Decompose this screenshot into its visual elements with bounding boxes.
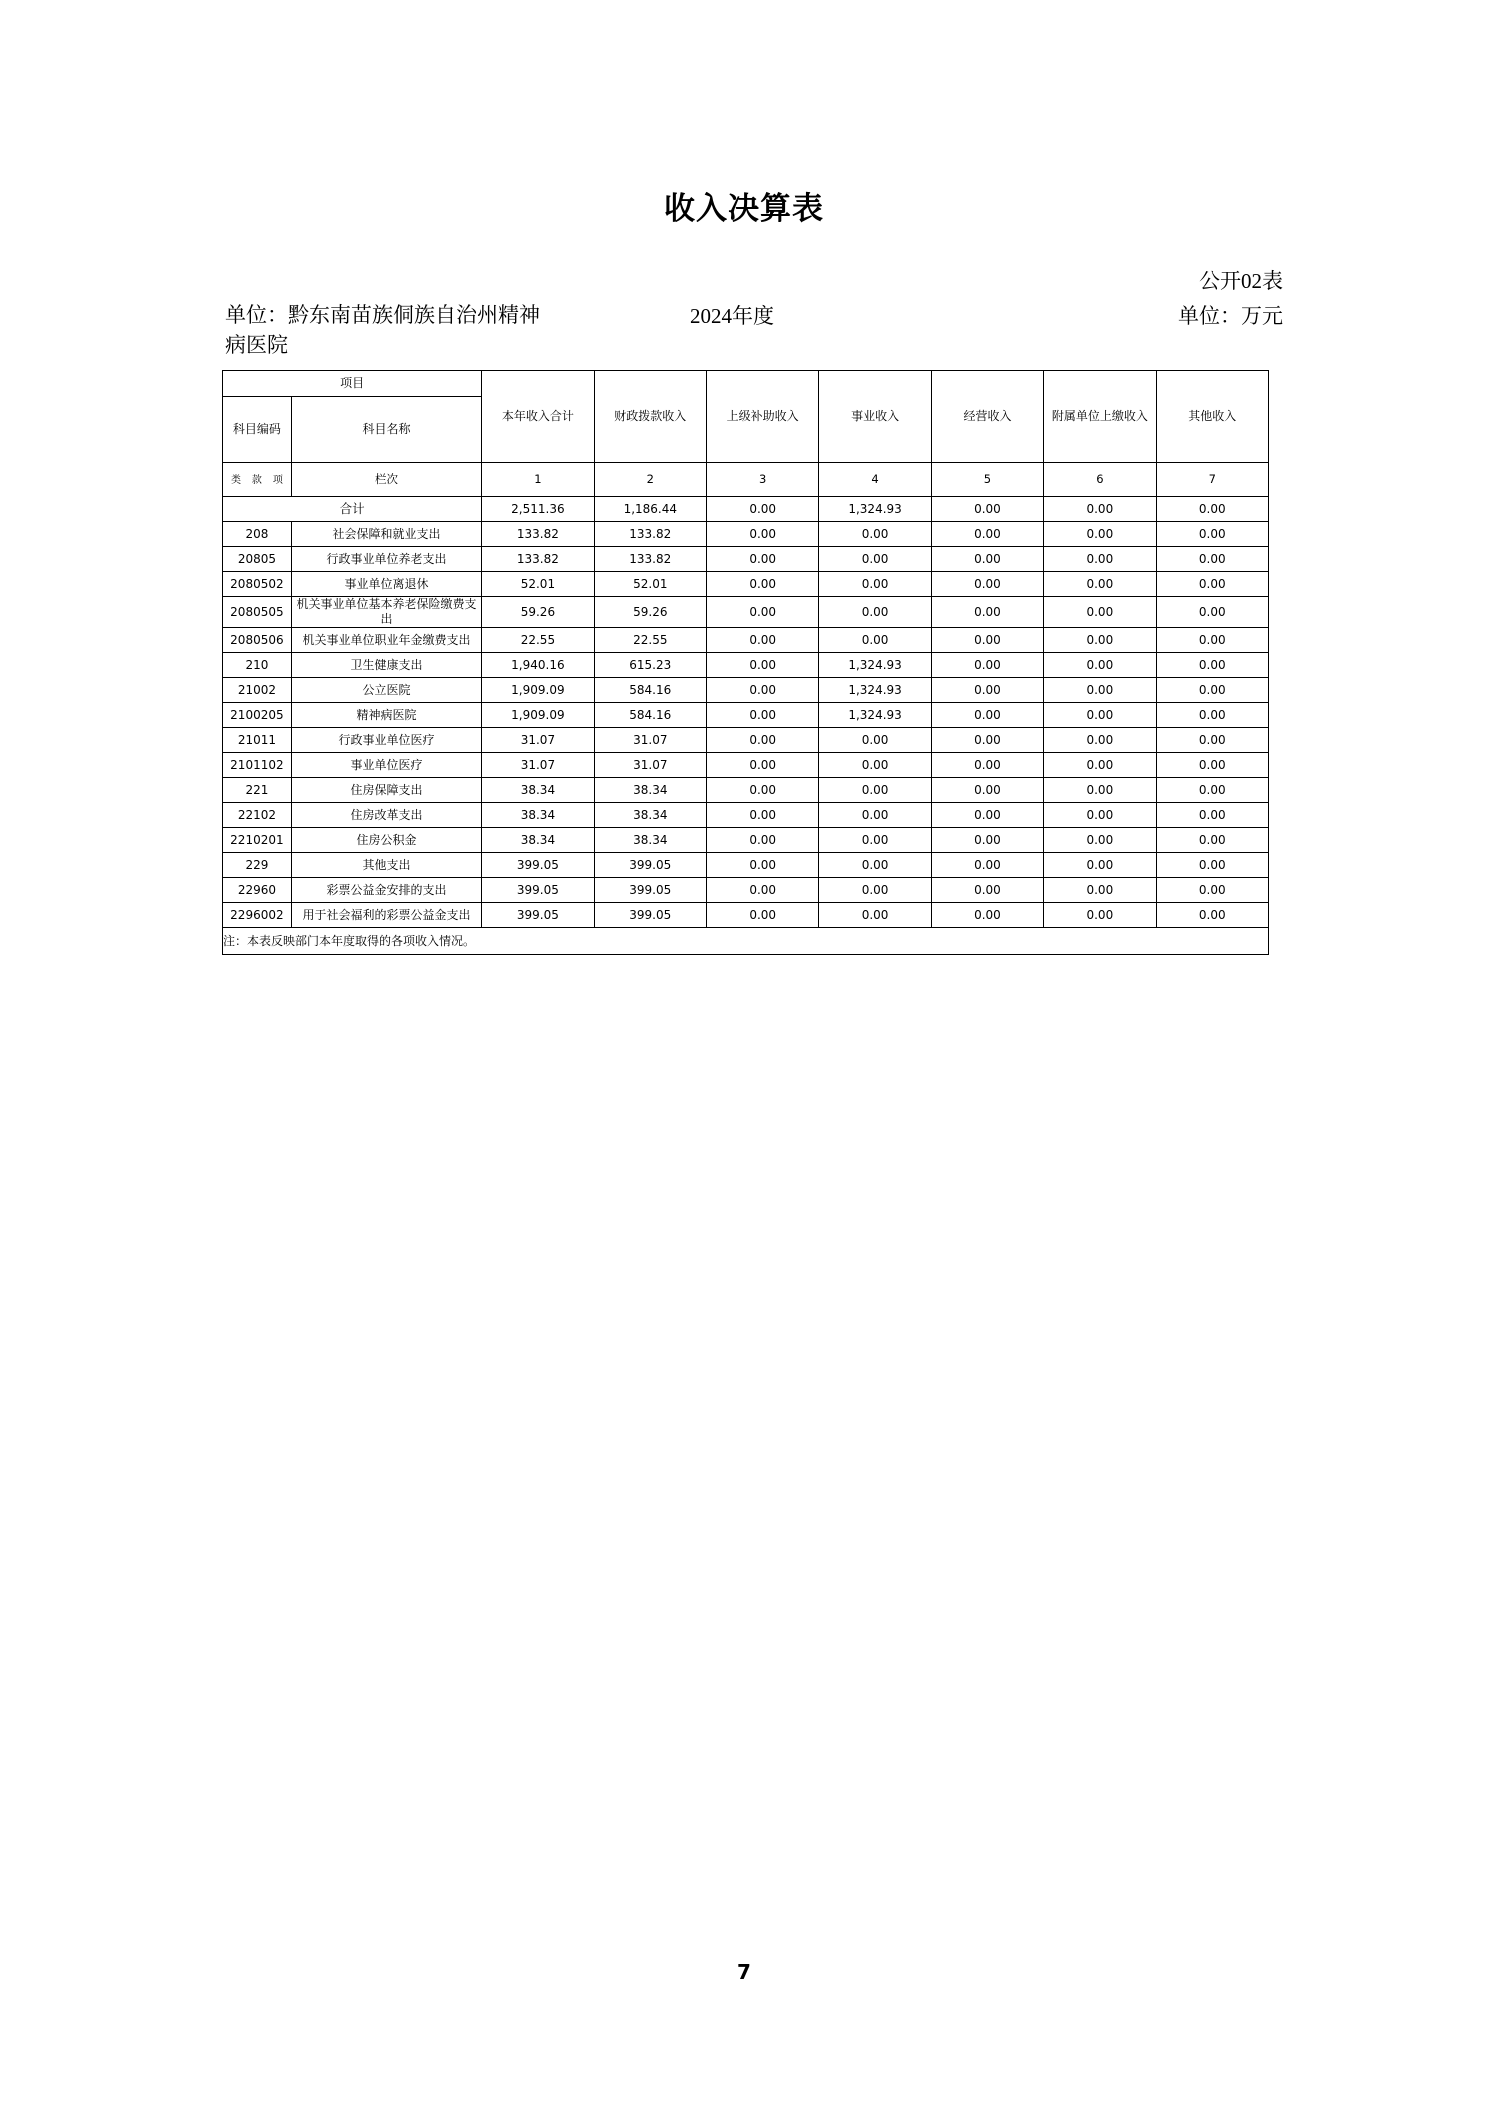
- row-value-3: 0.00: [706, 628, 818, 653]
- row-value-6: 0.00: [1044, 628, 1156, 653]
- row-value-2: 22.55: [594, 628, 706, 653]
- row-value-3: 0.00: [706, 522, 818, 547]
- table-row: [223, 597, 1269, 628]
- row-code: 2296002: [223, 903, 292, 928]
- row-name: 住房保障支出: [291, 778, 481, 803]
- row-value-5: 0.00: [931, 753, 1043, 778]
- row-value-2: 399.05: [594, 903, 706, 928]
- row-value-3: 0.00: [706, 703, 818, 728]
- row-value-2: 38.34: [594, 803, 706, 828]
- row-value-4: 0.00: [819, 572, 931, 597]
- column-index-3: 3: [706, 463, 818, 497]
- table-row: [223, 878, 1269, 903]
- row-value-2: 399.05: [594, 878, 706, 903]
- row-value-4: 0.00: [819, 522, 931, 547]
- row-value-5: 0.00: [931, 678, 1043, 703]
- row-value-4: 0.00: [819, 753, 931, 778]
- row-value-7: 0.00: [1156, 597, 1268, 628]
- row-value-6: 0.00: [1044, 753, 1156, 778]
- table-row: [223, 828, 1269, 853]
- row-value-6: 0.00: [1044, 572, 1156, 597]
- page-title: 收入决算表: [664, 191, 824, 227]
- row-value-2: 31.07: [594, 753, 706, 778]
- row-value-4: 0.00: [819, 803, 931, 828]
- row-value-1: 22.55: [482, 628, 594, 653]
- row-value-6: 0.00: [1044, 853, 1156, 878]
- row-value-7: 0.00: [1156, 547, 1268, 572]
- row-value-6: 0.00: [1044, 547, 1156, 572]
- row-value-1: 133.82: [482, 547, 594, 572]
- table-row: [223, 547, 1269, 572]
- row-value-4: 0.00: [819, 903, 931, 928]
- row-value-4: 0.00: [819, 597, 931, 628]
- row-code: 2210201: [223, 828, 292, 853]
- row-value-3: 0.00: [706, 653, 818, 678]
- row-value-2: 52.01: [594, 572, 706, 597]
- table-row: [223, 903, 1269, 928]
- row-value-1: 1,909.09: [482, 703, 594, 728]
- row-value-2: 38.34: [594, 778, 706, 803]
- row-value-1: 1,940.16: [482, 653, 594, 678]
- table-row: [223, 628, 1269, 653]
- row-value-5: 0.00: [931, 653, 1043, 678]
- row-value-3: 0.00: [706, 803, 818, 828]
- column-index-6: 6: [1044, 463, 1156, 497]
- row-value-7: 0.00: [1156, 628, 1268, 653]
- row-value-5: 0.00: [931, 778, 1043, 803]
- row-code: 208: [223, 522, 292, 547]
- row-value-7: 0.00: [1156, 522, 1268, 547]
- total-label: 合计: [223, 497, 482, 522]
- row-name: 社会保障和就业支出: [291, 522, 481, 547]
- row-value-3: 0.00: [706, 753, 818, 778]
- column-index-4: 4: [819, 463, 931, 497]
- row-value-6: 0.00: [1044, 903, 1156, 928]
- header-col-1: 本年收入合计: [482, 371, 594, 463]
- row-value-6: 0.00: [1044, 678, 1156, 703]
- income-final-accounts-table: [222, 370, 1269, 955]
- row-value-4: 1,324.93: [819, 678, 931, 703]
- row-value-5: 0.00: [931, 728, 1043, 753]
- row-name: 住房公积金: [291, 828, 481, 853]
- row-value-4: 0.00: [819, 547, 931, 572]
- row-value-5: 0.00: [931, 803, 1043, 828]
- row-value-5: 0.00: [931, 878, 1043, 903]
- row-value-2: 615.23: [594, 653, 706, 678]
- row-code: 22102: [223, 803, 292, 828]
- row-code: 2080502: [223, 572, 292, 597]
- header-col-5: 经营收入: [931, 371, 1043, 463]
- table-body: [223, 522, 1269, 928]
- row-value-1: 1,909.09: [482, 678, 594, 703]
- row-value-3: 0.00: [706, 828, 818, 853]
- header-project-group: 项目: [223, 371, 482, 397]
- amount-unit: 单位：万元: [1178, 304, 1283, 328]
- header-name: 科目名称: [291, 397, 481, 463]
- total-value-4: 1,324.93: [819, 497, 931, 522]
- row-value-7: 0.00: [1156, 878, 1268, 903]
- row-value-6: 0.00: [1044, 703, 1156, 728]
- table-header: [223, 371, 1269, 522]
- row-code: 21002: [223, 678, 292, 703]
- row-value-7: 0.00: [1156, 803, 1268, 828]
- row-value-6: 0.00: [1044, 878, 1156, 903]
- table-row: [223, 778, 1269, 803]
- row-value-7: 0.00: [1156, 753, 1268, 778]
- header-column-index-label: 栏次: [291, 463, 481, 497]
- header-col-6: 附属单位上缴收入: [1044, 371, 1156, 463]
- row-value-1: 59.26: [482, 597, 594, 628]
- total-value-6: 0.00: [1044, 497, 1156, 522]
- row-value-5: 0.00: [931, 522, 1043, 547]
- row-code: 210: [223, 653, 292, 678]
- header-code-parts: [223, 463, 292, 497]
- row-code: 2101102: [223, 753, 292, 778]
- table-row: [223, 703, 1269, 728]
- row-value-6: 0.00: [1044, 522, 1156, 547]
- row-code: 229: [223, 853, 292, 878]
- row-value-7: 0.00: [1156, 903, 1268, 928]
- row-value-2: 59.26: [594, 597, 706, 628]
- row-code: 22960: [223, 878, 292, 903]
- row-name: 用于社会福利的彩票公益金支出: [291, 903, 481, 928]
- row-value-3: 0.00: [706, 572, 818, 597]
- row-value-1: 38.34: [482, 803, 594, 828]
- table-note: 注：本表反映部门本年度取得的各项收入情况。: [223, 928, 1269, 955]
- row-name: 机关事业单位基本养老保险缴费支出: [291, 597, 481, 628]
- row-value-3: 0.00: [706, 778, 818, 803]
- table-footer: [223, 928, 1269, 955]
- row-value-7: 0.00: [1156, 703, 1268, 728]
- row-value-5: 0.00: [931, 572, 1043, 597]
- row-code: 221: [223, 778, 292, 803]
- code-part-lei: 类: [230, 474, 241, 486]
- unit-name: 单位：黔东南苗族侗族自治州精神病医院: [225, 303, 540, 358]
- row-value-4: 0.00: [819, 828, 931, 853]
- row-value-5: 0.00: [931, 547, 1043, 572]
- row-value-3: 0.00: [706, 728, 818, 753]
- column-index-2: 2: [594, 463, 706, 497]
- row-value-2: 584.16: [594, 678, 706, 703]
- row-name: 公立医院: [291, 678, 481, 703]
- table-row: [223, 803, 1269, 828]
- row-value-7: 0.00: [1156, 853, 1268, 878]
- row-value-7: 0.00: [1156, 728, 1268, 753]
- row-value-5: 0.00: [931, 597, 1043, 628]
- row-value-7: 0.00: [1156, 778, 1268, 803]
- code-part-kuan: 款: [251, 474, 262, 486]
- row-value-5: 0.00: [931, 828, 1043, 853]
- total-value-7: 0.00: [1156, 497, 1268, 522]
- row-name: 彩票公益金安排的支出: [291, 878, 481, 903]
- code-part-xiang: 项: [272, 474, 283, 486]
- row-value-4: 0.00: [819, 728, 931, 753]
- row-value-4: 0.00: [819, 628, 931, 653]
- row-value-1: 31.07: [482, 753, 594, 778]
- row-value-6: 0.00: [1044, 778, 1156, 803]
- row-value-7: 0.00: [1156, 653, 1268, 678]
- row-code: 2080506: [223, 628, 292, 653]
- row-value-3: 0.00: [706, 547, 818, 572]
- row-name: 行政事业单位医疗: [291, 728, 481, 753]
- total-value-2: 1,186.44: [594, 497, 706, 522]
- total-value-5: 0.00: [931, 497, 1043, 522]
- row-code: 2080505: [223, 597, 292, 628]
- row-value-1: 38.34: [482, 828, 594, 853]
- row-value-7: 0.00: [1156, 678, 1268, 703]
- row-name: 行政事业单位养老支出: [291, 547, 481, 572]
- row-value-5: 0.00: [931, 903, 1043, 928]
- row-name: 精神病医院: [291, 703, 481, 728]
- header-col-7: 其他收入: [1156, 371, 1268, 463]
- row-value-3: 0.00: [706, 853, 818, 878]
- row-name: 机关事业单位职业年金缴费支出: [291, 628, 481, 653]
- row-name: 住房改革支出: [291, 803, 481, 828]
- row-value-4: 1,324.93: [819, 703, 931, 728]
- row-value-5: 0.00: [931, 628, 1043, 653]
- fiscal-year: 2024年度: [690, 304, 774, 328]
- table-row: [223, 678, 1269, 703]
- row-value-4: 0.00: [819, 778, 931, 803]
- table-row: [223, 653, 1269, 678]
- form-number: 公开02表: [1199, 269, 1283, 293]
- row-value-3: 0.00: [706, 597, 818, 628]
- table-row: [223, 853, 1269, 878]
- row-value-1: 399.05: [482, 853, 594, 878]
- row-value-1: 38.34: [482, 778, 594, 803]
- row-value-5: 0.00: [931, 703, 1043, 728]
- row-value-6: 0.00: [1044, 728, 1156, 753]
- column-index-7: 7: [1156, 463, 1268, 497]
- header-col-2: 财政拨款收入: [594, 371, 706, 463]
- header-code: 科目编码: [223, 397, 292, 463]
- row-value-6: 0.00: [1044, 803, 1156, 828]
- table-row: [223, 522, 1269, 547]
- table-row: [223, 728, 1269, 753]
- row-code: 2100205: [223, 703, 292, 728]
- row-value-2: 31.07: [594, 728, 706, 753]
- row-value-1: 399.05: [482, 878, 594, 903]
- total-row: [223, 497, 1269, 522]
- column-index-5: 5: [931, 463, 1043, 497]
- header-col-3: 上级补助收入: [706, 371, 818, 463]
- row-value-1: 133.82: [482, 522, 594, 547]
- total-value-3: 0.00: [706, 497, 818, 522]
- row-value-1: 52.01: [482, 572, 594, 597]
- total-value-1: 2,511.36: [482, 497, 594, 522]
- row-value-3: 0.00: [706, 678, 818, 703]
- column-index-1: 1: [482, 463, 594, 497]
- row-value-4: 0.00: [819, 853, 931, 878]
- row-code: 20805: [223, 547, 292, 572]
- row-value-5: 0.00: [931, 853, 1043, 878]
- table-row: [223, 753, 1269, 778]
- row-value-2: 133.82: [594, 522, 706, 547]
- row-value-3: 0.00: [706, 903, 818, 928]
- row-code: 21011: [223, 728, 292, 753]
- row-value-4: 1,324.93: [819, 653, 931, 678]
- row-value-7: 0.00: [1156, 572, 1268, 597]
- row-value-6: 0.00: [1044, 597, 1156, 628]
- row-value-6: 0.00: [1044, 828, 1156, 853]
- row-value-1: 399.05: [482, 903, 594, 928]
- row-name: 其他支出: [291, 853, 481, 878]
- row-value-2: 399.05: [594, 853, 706, 878]
- header-col-4: 事业收入: [819, 371, 931, 463]
- row-name: 卫生健康支出: [291, 653, 481, 678]
- row-value-2: 38.34: [594, 828, 706, 853]
- row-value-3: 0.00: [706, 878, 818, 903]
- row-value-1: 31.07: [482, 728, 594, 753]
- row-name: 事业单位离退休: [291, 572, 481, 597]
- table-row: [223, 572, 1269, 597]
- row-value-2: 584.16: [594, 703, 706, 728]
- row-value-4: 0.00: [819, 878, 931, 903]
- row-value-7: 0.00: [1156, 828, 1268, 853]
- row-value-6: 0.00: [1044, 653, 1156, 678]
- row-name: 事业单位医疗: [291, 753, 481, 778]
- row-value-2: 133.82: [594, 547, 706, 572]
- page-number: 7: [737, 1960, 751, 1984]
